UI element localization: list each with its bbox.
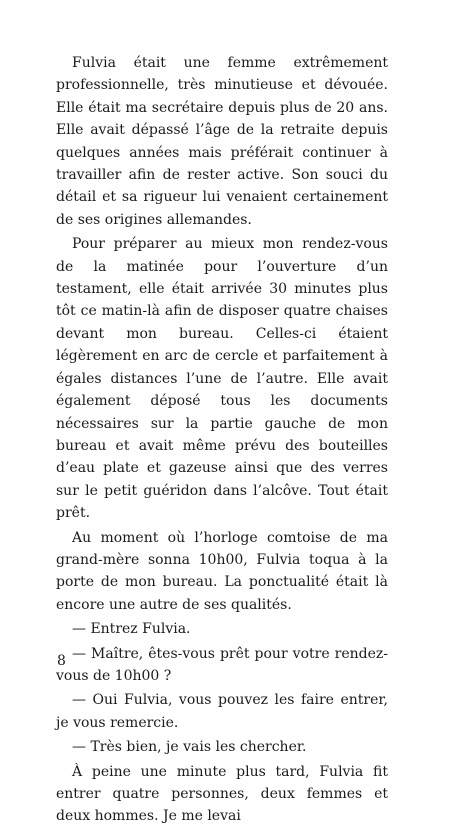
body-text bbox=[56, 52, 388, 830]
dialogue-line: — Entrez Fulvia. bbox=[72, 621, 191, 638]
paragraph: Au moment où l’horloge comtoise de ma grand-mère sonna 10h00, Fulvia toqua à la porte de mon bureau. La ponctualité était là encore une autre de ses qualités. bbox=[56, 529, 388, 613]
paragraph: À peine une minute plus tard, Fulvia fit entrer quatre personnes, deux femmes et deux hommes. Je me levai bbox=[56, 763, 388, 825]
page-number: 8 bbox=[57, 653, 66, 669]
paragraph: Pour préparer au mieux mon rendez-vous de la matinée pour l’ouverture d’un testament, elle était arrivée 30 minutes plus tôt ce matin-là afin de disposer quatre chaises devant mon bureau. Celles-ci étaient légèrement en arc de cercle et parfaitement à égales distances l’une de l’autre. Elle avait également déposé tous les documents nécessaires sur la partie gauche de mon bureau et avait même prévu des bouteilles d’eau plate et gazeuse ainsi que des verres sur le petit guéridon dans l’alcôve. Tout était prêt. bbox=[56, 236, 388, 522]
dialogue-line: — Oui Fulvia, vous pouvez les faire entrer, je vous remercie. bbox=[56, 692, 388, 731]
dialogue-line: — Maître, êtes-vous prêt pour votre rendez-vous de 10h00 ? bbox=[56, 645, 388, 684]
dialogue-line: — Très bien, je vais les chercher. bbox=[72, 739, 307, 756]
paragraph: Fulvia était une femme extrêmement professionnelle, très minutieuse et dévouée. Elle était ma secrétaire depuis plus de 20 ans. Elle avait dépassé l’âge de la retraite depuis quelques années mais préférait continuer à travailler afin de rester active. Son souci du détail et sa rigueur lui venaient certainement de ses origines allemandes. bbox=[56, 55, 388, 228]
